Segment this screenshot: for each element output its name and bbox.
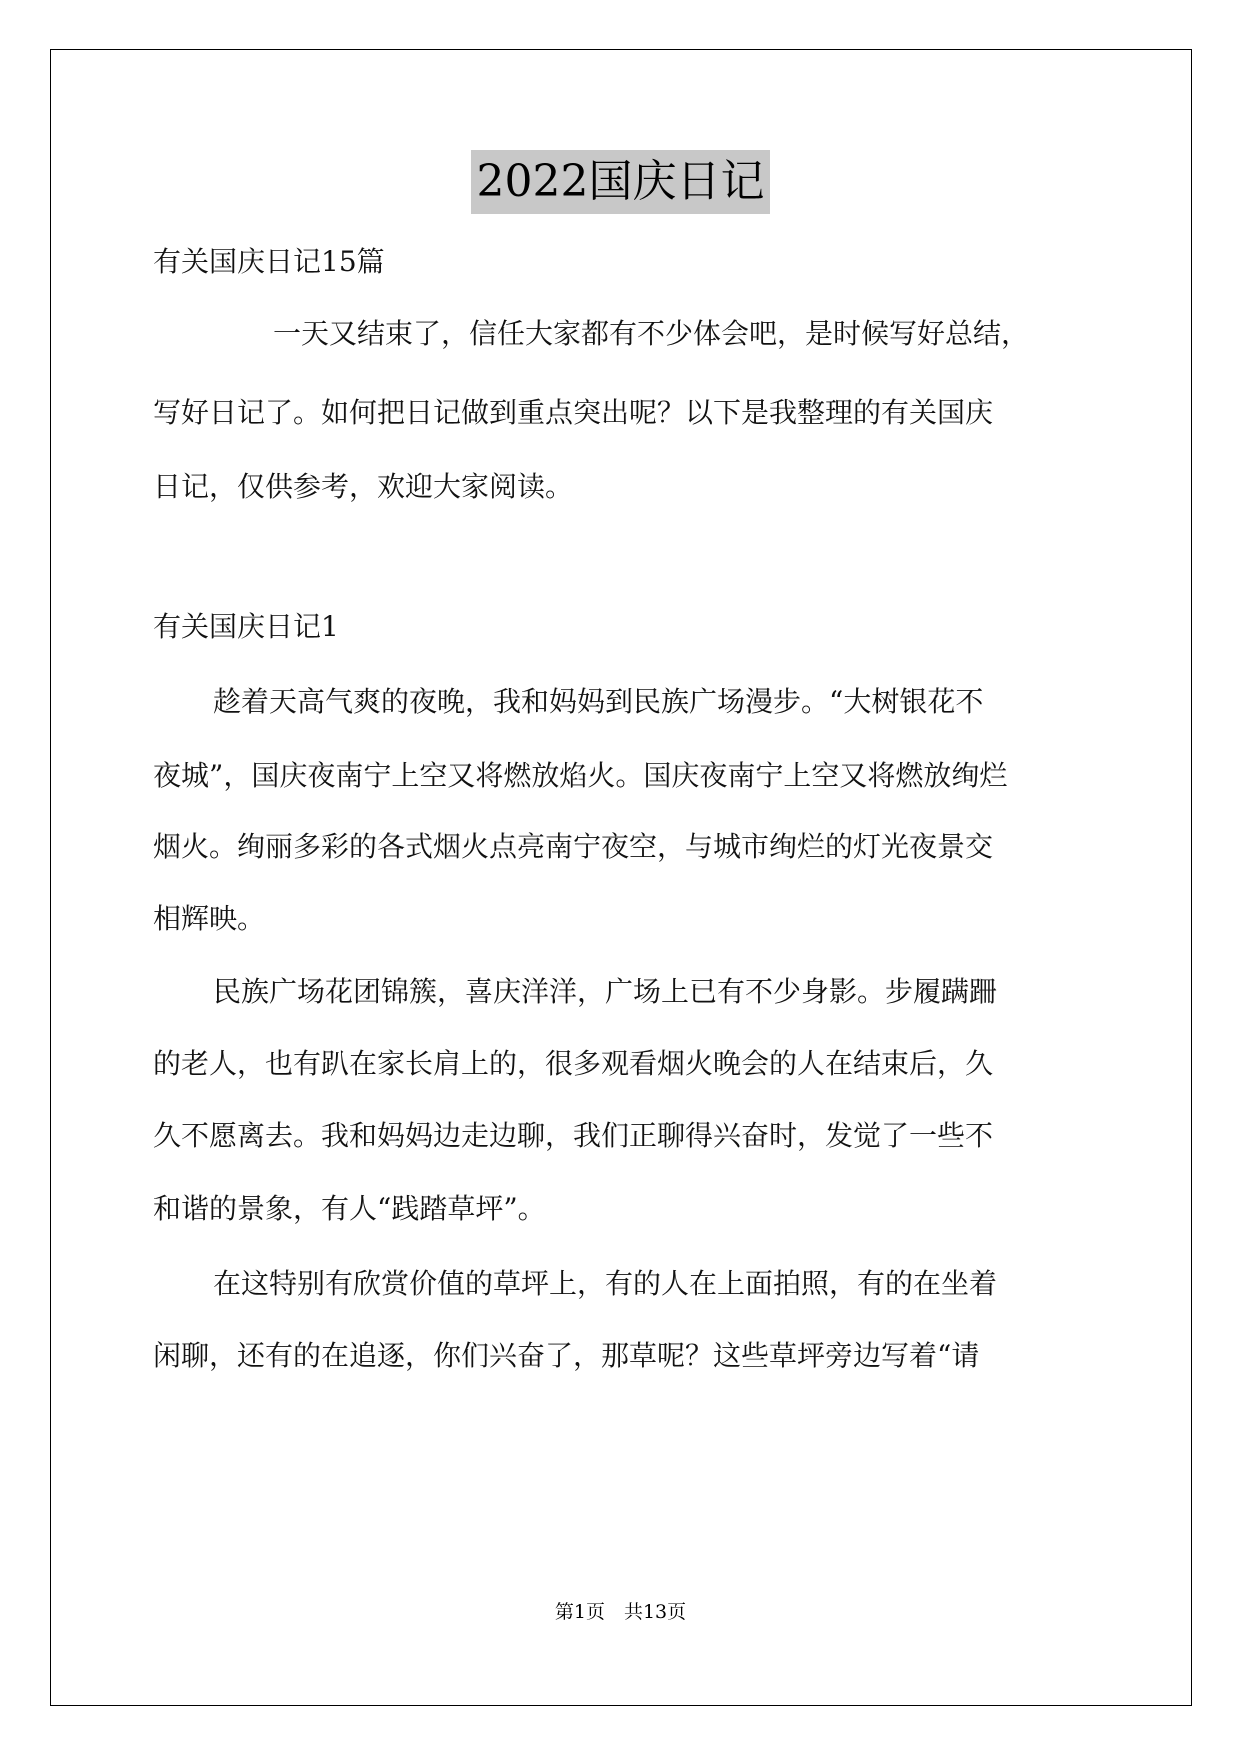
paragraph-line: 相辉映。 bbox=[153, 902, 266, 935]
section-heading-text: 有关国庆日记1 bbox=[153, 610, 339, 643]
page-number: 第1页 共13页 bbox=[554, 1601, 687, 1623]
paragraph-line: 的老人，也有趴在家长肩上的，很多观看烟火晚会的人在结束后，久 bbox=[153, 1047, 994, 1080]
paragraph-line: 夜城”，国庆夜南宁上空又将燃放焰火。国庆夜南宁上空又将燃放绚烂 bbox=[153, 759, 1008, 792]
paragraph-line: 趁着天高气爽的夜晚，我和妈妈到民族广场漫步。“大树银花不 bbox=[213, 685, 984, 718]
document-title: 2022国庆日记 bbox=[471, 150, 771, 214]
paragraph-line: 写好日记了。如何把日记做到重点突出呢？以下是我整理的有关国庆 bbox=[153, 396, 994, 429]
paragraph-line: 和谐的景象，有人“践踏草坪”。 bbox=[153, 1192, 546, 1225]
paragraph-line: 一天又结束了，信任大家都有不少体会吧，是时候写好总结， bbox=[273, 317, 1030, 350]
paragraph-line: 烟火。绚丽多彩的各式烟火点亮南宁夜空，与城市绚烂的灯光夜景交 bbox=[153, 830, 994, 863]
paragraph-line: 民族广场花团锦簇，喜庆洋洋，广场上已有不少身影。步履蹒跚 bbox=[213, 975, 998, 1008]
paragraph-line: 久不愿离去。我和妈妈边走边聊，我们正聊得兴奋时，发觉了一些不 bbox=[153, 1119, 994, 1152]
paragraph-line: 在这特别有欣赏价值的草坪上，有的人在上面拍照，有的在坐着 bbox=[213, 1267, 998, 1300]
title-wrap bbox=[0, 150, 1241, 214]
paragraph-line: 闲聊，还有的在追逐，你们兴奋了，那草呢？这些草坪旁边写着“请 bbox=[153, 1339, 980, 1372]
subtitle-text: 有关国庆日记15篇 bbox=[153, 245, 385, 278]
page-footer bbox=[0, 1597, 1241, 1624]
page-border bbox=[50, 49, 1192, 1706]
paragraph-line: 日记，仅供参考，欢迎大家阅读。 bbox=[153, 470, 574, 503]
